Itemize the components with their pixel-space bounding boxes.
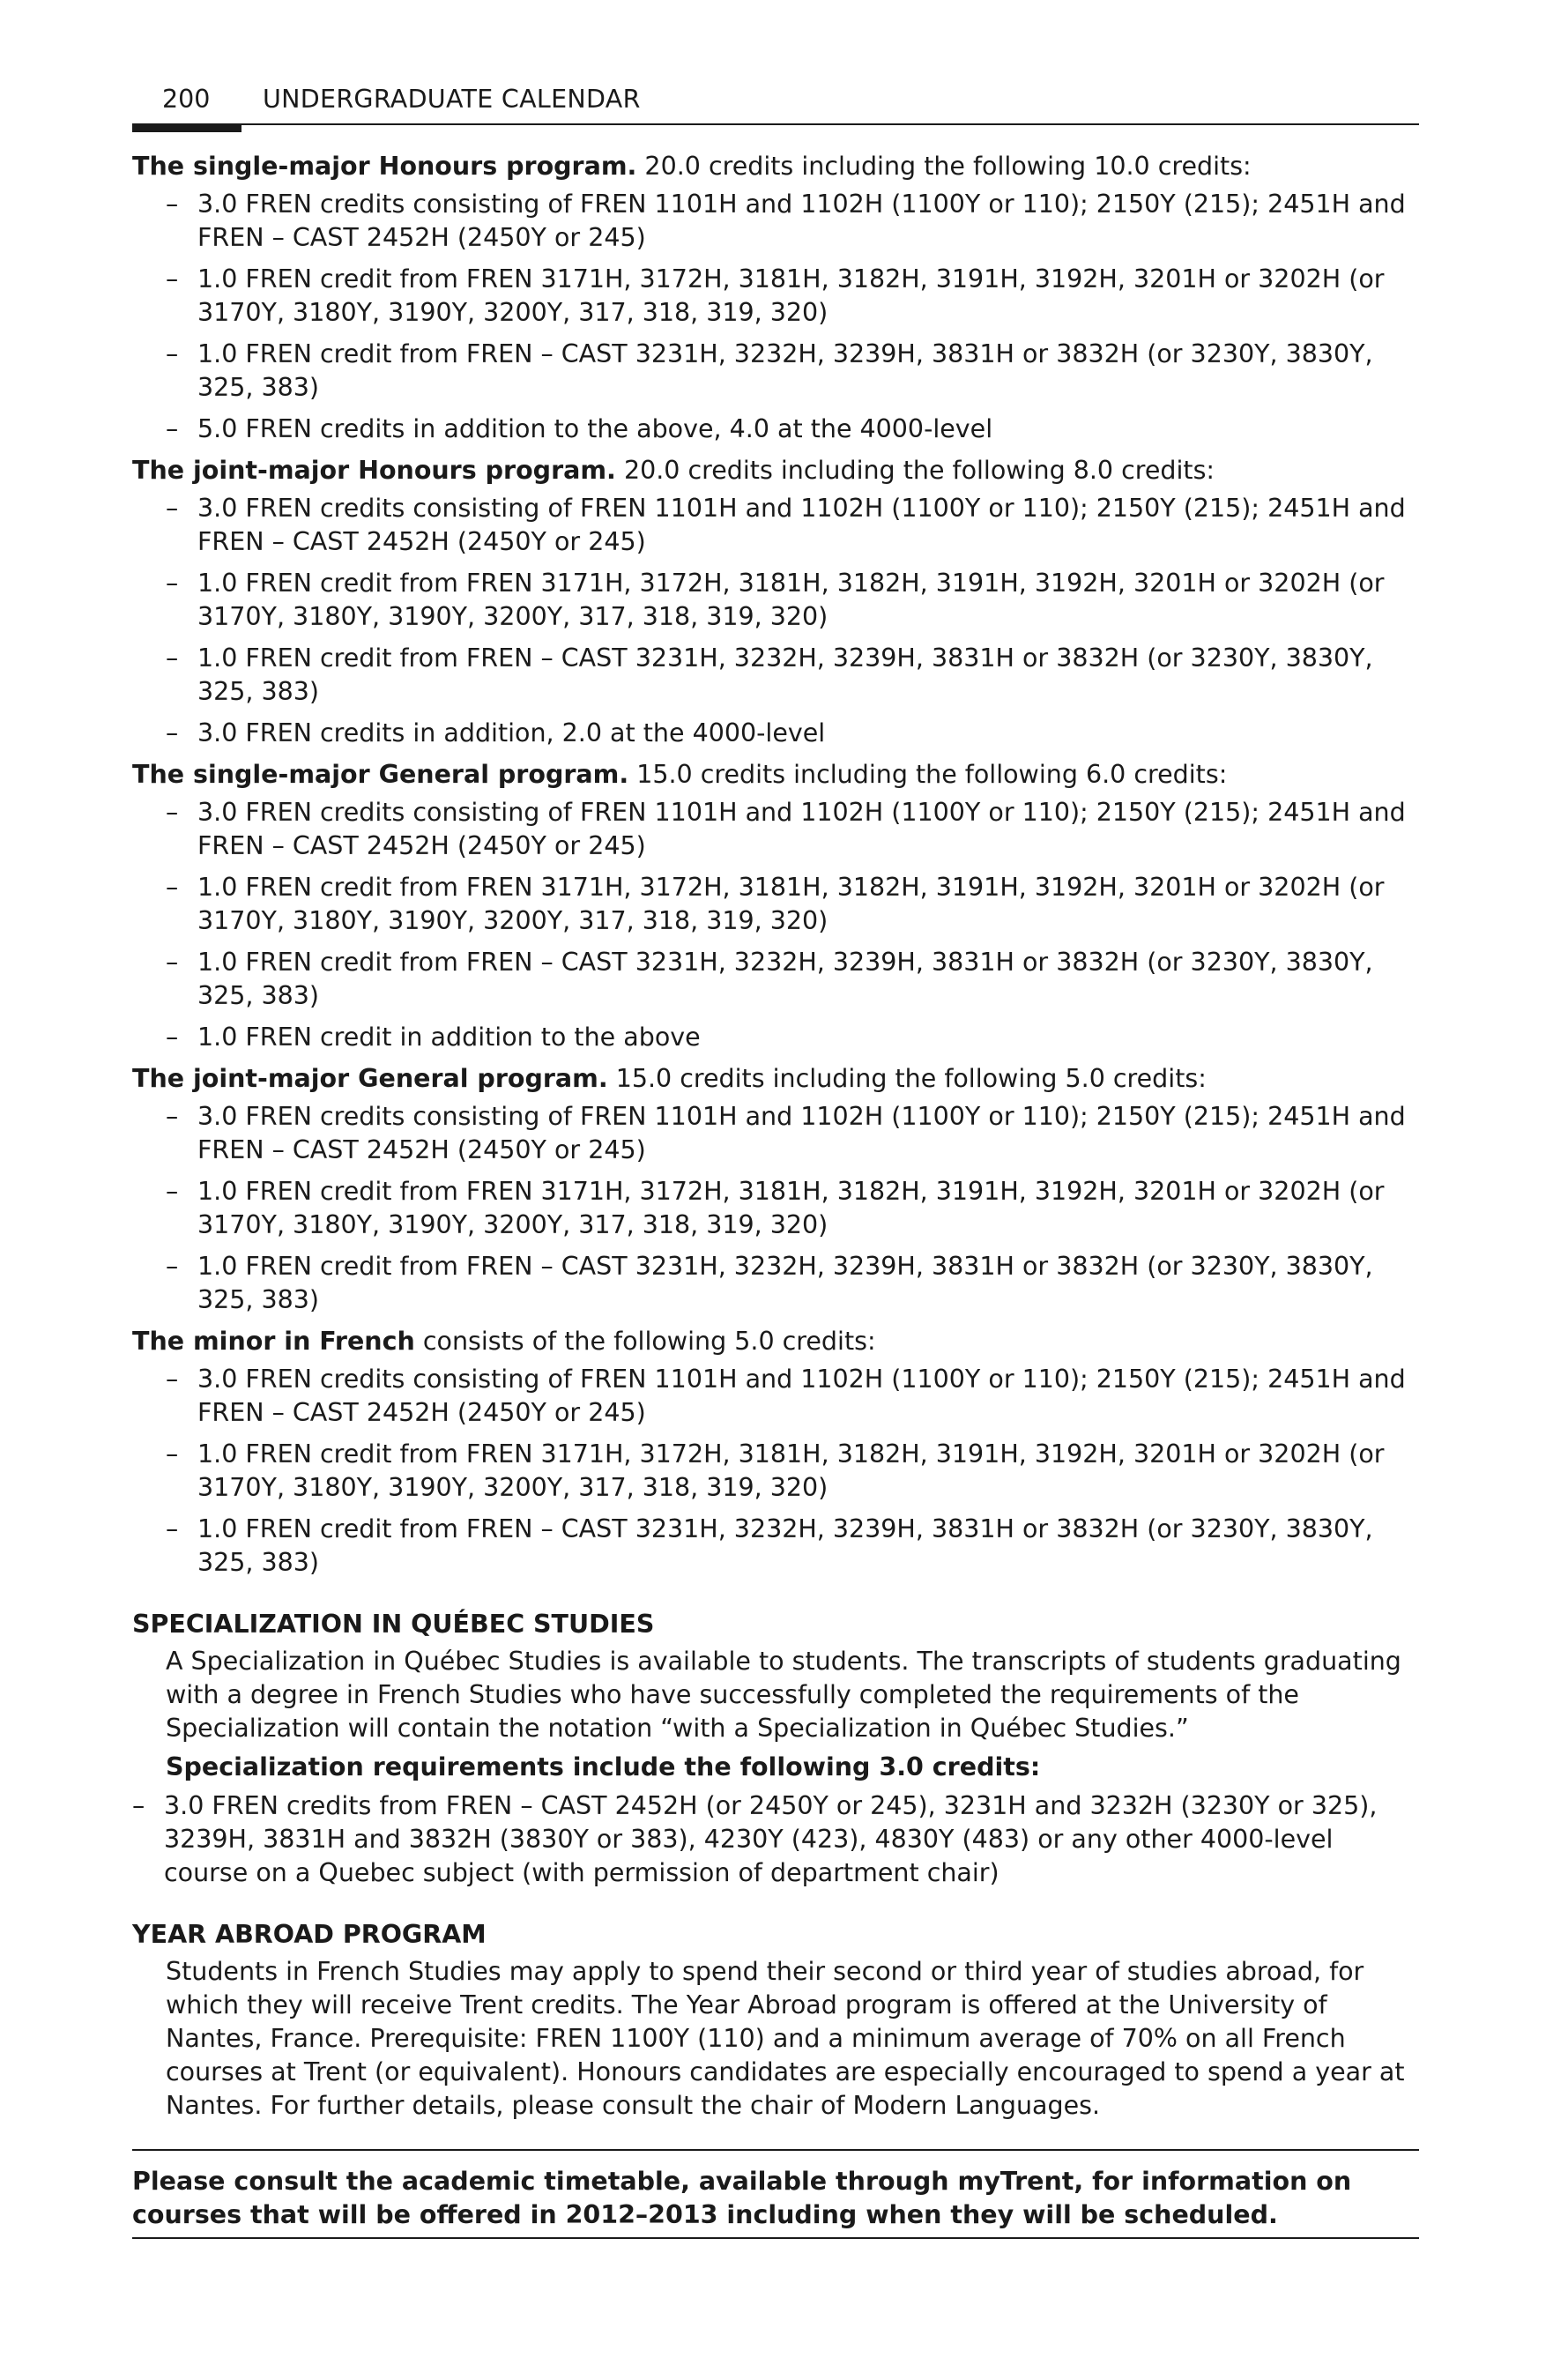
program-heading	[132, 1062, 1419, 1096]
requirement-text: 3.0 FREN credits in addition, 2.0 at the 4000-level	[197, 718, 826, 747]
dash-bullet: –	[166, 1177, 179, 1206]
program-joint-major-honours	[132, 454, 1419, 750]
requirement-item	[132, 1175, 1419, 1242]
timetable-notice: Please consult the academic timetable, available through myTrent, for information on courses that will be offered in 2012–2013 including when they will be scheduled.	[132, 2149, 1419, 2239]
requirement-text: 3.0 FREN credits consisting of FREN 1101H and 1102H (1100Y or 110); 2150Y (215); 2451H and FREN – CAST 2452H (2450Y or 245)	[197, 1102, 1406, 1164]
program-heading	[132, 758, 1419, 792]
requirement-list	[132, 1789, 1419, 1890]
section-heading: SPECIALIZATION IN QUÉBEC STUDIES	[132, 1610, 655, 1639]
requirement-item	[132, 1438, 1419, 1505]
program-title: The joint-major General program.	[132, 1064, 608, 1093]
requirement-item	[132, 1250, 1419, 1317]
page-number: 200	[162, 85, 211, 114]
program-heading	[132, 454, 1419, 487]
dash-bullet: –	[166, 948, 179, 977]
requirement-text: 1.0 FREN credit from FREN – CAST 3231H, 3232H, 3239H, 3831H or 3832H (or 3230Y, 3830Y, 325, 383)	[197, 1514, 1373, 1577]
requirement-text: 1.0 FREN credit from FREN – CAST 3231H, 3232H, 3239H, 3831H or 3832H (or 3230Y, 3830Y, 325, 383)	[197, 948, 1373, 1010]
requirement-text: 1.0 FREN credit from FREN 3171H, 3172H, 3181H, 3182H, 3191H, 3192H, 3201H or 3202H (or 3170Y, 3180Y, 3190Y, 3200Y, 317, 318, 319, 320)	[197, 569, 1385, 631]
program-minor-in-french	[132, 1325, 1419, 1580]
program-summary: 15.0 credits including the following 6.0 credits:	[628, 760, 1228, 789]
year-abroad-section	[132, 1918, 1419, 2123]
requirement-item	[132, 263, 1419, 330]
requirement-text: 3.0 FREN credits consisting of FREN 1101H and 1102H (1100Y or 110); 2150Y (215); 2451H and FREN – CAST 2452H (2450Y or 245)	[197, 798, 1406, 860]
program-heading	[132, 150, 1419, 183]
requirement-text: 1.0 FREN credit from FREN – CAST 3231H, 3232H, 3239H, 3831H or 3832H (or 3230Y, 3830Y, 325, 383)	[197, 643, 1373, 706]
requirement-item	[132, 413, 1419, 446]
quebec-studies-section	[132, 1608, 1419, 1890]
dash-bullet: –	[166, 1439, 179, 1469]
requirement-text: 1.0 FREN credit from FREN 3171H, 3172H, 3181H, 3182H, 3191H, 3192H, 3201H or 3202H (or 3170Y, 3180Y, 3190Y, 3200Y, 317, 318, 319, 320)	[197, 873, 1385, 935]
program-heading	[132, 1325, 1419, 1358]
requirement-item	[132, 567, 1419, 634]
requirement-text: 1.0 FREN credit from FREN – CAST 3231H, 3232H, 3239H, 3831H or 3832H (or 3230Y, 3830Y, 325, 383)	[197, 339, 1373, 402]
page-header	[132, 79, 1419, 130]
dash-bullet: –	[166, 414, 179, 443]
requirements-heading	[166, 1751, 1419, 1784]
requirement-text: 3.0 FREN credits consisting of FREN 1101H and 1102H (1100Y or 110); 2150Y (215); 2451H and FREN – CAST 2452H (2450Y or 245)	[197, 494, 1406, 556]
program-title: The minor in French	[132, 1327, 415, 1356]
dash-bullet: –	[166, 1102, 179, 1131]
requirement-text: 3.0 FREN credits consisting of FREN 1101H and 1102H (1100Y or 110); 2150Y (215); 2451H and FREN – CAST 2452H (2450Y or 245)	[197, 190, 1406, 252]
requirement-text: 1.0 FREN credit from FREN 3171H, 3172H, 3181H, 3182H, 3191H, 3192H, 3201H or 3202H (or 3170Y, 3180Y, 3190Y, 3200Y, 317, 318, 319, 320)	[197, 1177, 1385, 1239]
program-joint-major-general	[132, 1062, 1419, 1317]
requirement-list	[132, 1363, 1419, 1580]
requirement-item	[132, 1100, 1419, 1167]
dash-bullet: –	[166, 494, 179, 523]
dash-bullet: –	[166, 1514, 179, 1543]
dash-bullet: –	[166, 643, 179, 673]
section-heading: YEAR ABROAD PROGRAM	[132, 1920, 487, 1949]
requirement-text: 5.0 FREN credits in addition to the above, 4.0 at the 4000-level	[197, 414, 993, 443]
requirement-text: 3.0 FREN credits consisting of FREN 1101H and 1102H (1100Y or 110); 2150Y (215); 2451H and FREN – CAST 2452H (2450Y or 245)	[197, 1365, 1406, 1427]
requirement-list	[132, 492, 1419, 750]
requirement-text: 3.0 FREN credits from FREN – CAST 2452H (or 2450Y or 245), 3231H and 3232H (3230Y or 325), 3239H, 3831H and 3832H (3830Y or 383), 4230Y (423), 4830Y (483) or any other 4000-level course on a Quebec subject (with permission of department chair)	[164, 1791, 1378, 1887]
requirement-item	[132, 717, 1419, 750]
requirement-item	[132, 1513, 1419, 1580]
dash-bullet: –	[132, 1791, 145, 1820]
section-body	[132, 1955, 1419, 2123]
program-summary: consists of the following 5.0 credits:	[414, 1327, 876, 1356]
header-tab-marker	[132, 123, 241, 132]
requirement-item	[132, 796, 1419, 863]
requirement-item	[132, 338, 1419, 405]
program-summary: 15.0 credits including the following 5.0 credits:	[607, 1064, 1207, 1093]
dash-bullet: –	[166, 798, 179, 827]
dash-bullet: –	[166, 1252, 179, 1281]
program-title: The joint-major Honours program.	[132, 456, 616, 485]
requirement-text: 1.0 FREN credit in addition to the above	[197, 1023, 701, 1052]
dash-bullet: –	[166, 873, 179, 902]
requirements-heading-text: Specialization requirements include the following 3.0 credits:	[166, 1752, 1041, 1781]
section-paragraph: A Specialization in Québec Studies is available to students. The transcripts of students graduating with a degree in French Studies who have successfully completed the requirements of the Specialization will contain the notation “with a Specialization in Québec Studies.”	[166, 1647, 1401, 1743]
requirement-text: 1.0 FREN credit from FREN – CAST 3231H, 3232H, 3239H, 3831H or 3832H (or 3230Y, 3830Y, 325, 383)	[197, 1252, 1373, 1314]
requirement-text: 1.0 FREN credit from FREN 3171H, 3172H, 3181H, 3182H, 3191H, 3192H, 3201H or 3202H (or 3170Y, 3180Y, 3190Y, 3200Y, 317, 318, 319, 320)	[197, 1439, 1385, 1502]
requirement-list	[132, 188, 1419, 446]
dash-bullet: –	[166, 339, 179, 368]
requirement-item	[132, 1363, 1419, 1430]
requirement-item	[132, 642, 1419, 709]
requirement-list	[132, 796, 1419, 1054]
dash-bullet: –	[166, 569, 179, 598]
program-title: The single-major Honours program.	[132, 152, 637, 181]
requirement-item	[132, 492, 1419, 559]
requirement-item	[132, 1789, 1419, 1890]
header-rule	[132, 123, 1419, 125]
requirement-item	[132, 871, 1419, 938]
program-summary: 20.0 credits including the following 8.0 credits:	[615, 456, 1215, 485]
main-content	[132, 150, 1419, 2239]
requirement-item	[132, 946, 1419, 1013]
running-title: UNDERGRADUATE CALENDAR	[263, 85, 641, 114]
dash-bullet: –	[166, 1023, 179, 1052]
requirement-list	[132, 1100, 1419, 1317]
program-single-major-general	[132, 758, 1419, 1054]
dash-bullet: –	[166, 718, 179, 747]
program-title: The single-major General program.	[132, 760, 629, 789]
dash-bullet: –	[166, 1365, 179, 1394]
program-single-major-honours	[132, 150, 1419, 446]
section-paragraph: Students in French Studies may apply to spend their second or third year of studies abroad, for which they will receive Trent credits. The Year Abroad program is offered at the University of Nantes, France. Prerequisite: FREN 1100Y (110) and a minimum average of 70% on all French courses at Trent (or equivalent). Honours candidates are especially encouraged to spend a year at Nantes. For further details, please consult the chair of Modern Languages.	[166, 1957, 1405, 2120]
section-body	[132, 1645, 1419, 1784]
dash-bullet: –	[166, 264, 179, 294]
requirement-text: 1.0 FREN credit from FREN 3171H, 3172H, 3181H, 3182H, 3191H, 3192H, 3201H or 3202H (or 3170Y, 3180Y, 3190Y, 3200Y, 317, 318, 319, 320)	[197, 264, 1385, 327]
requirement-item	[132, 1021, 1419, 1054]
requirement-item	[132, 188, 1419, 255]
program-summary: 20.0 credits including the following 10.0 credits:	[636, 152, 1252, 181]
dash-bullet: –	[166, 190, 179, 219]
